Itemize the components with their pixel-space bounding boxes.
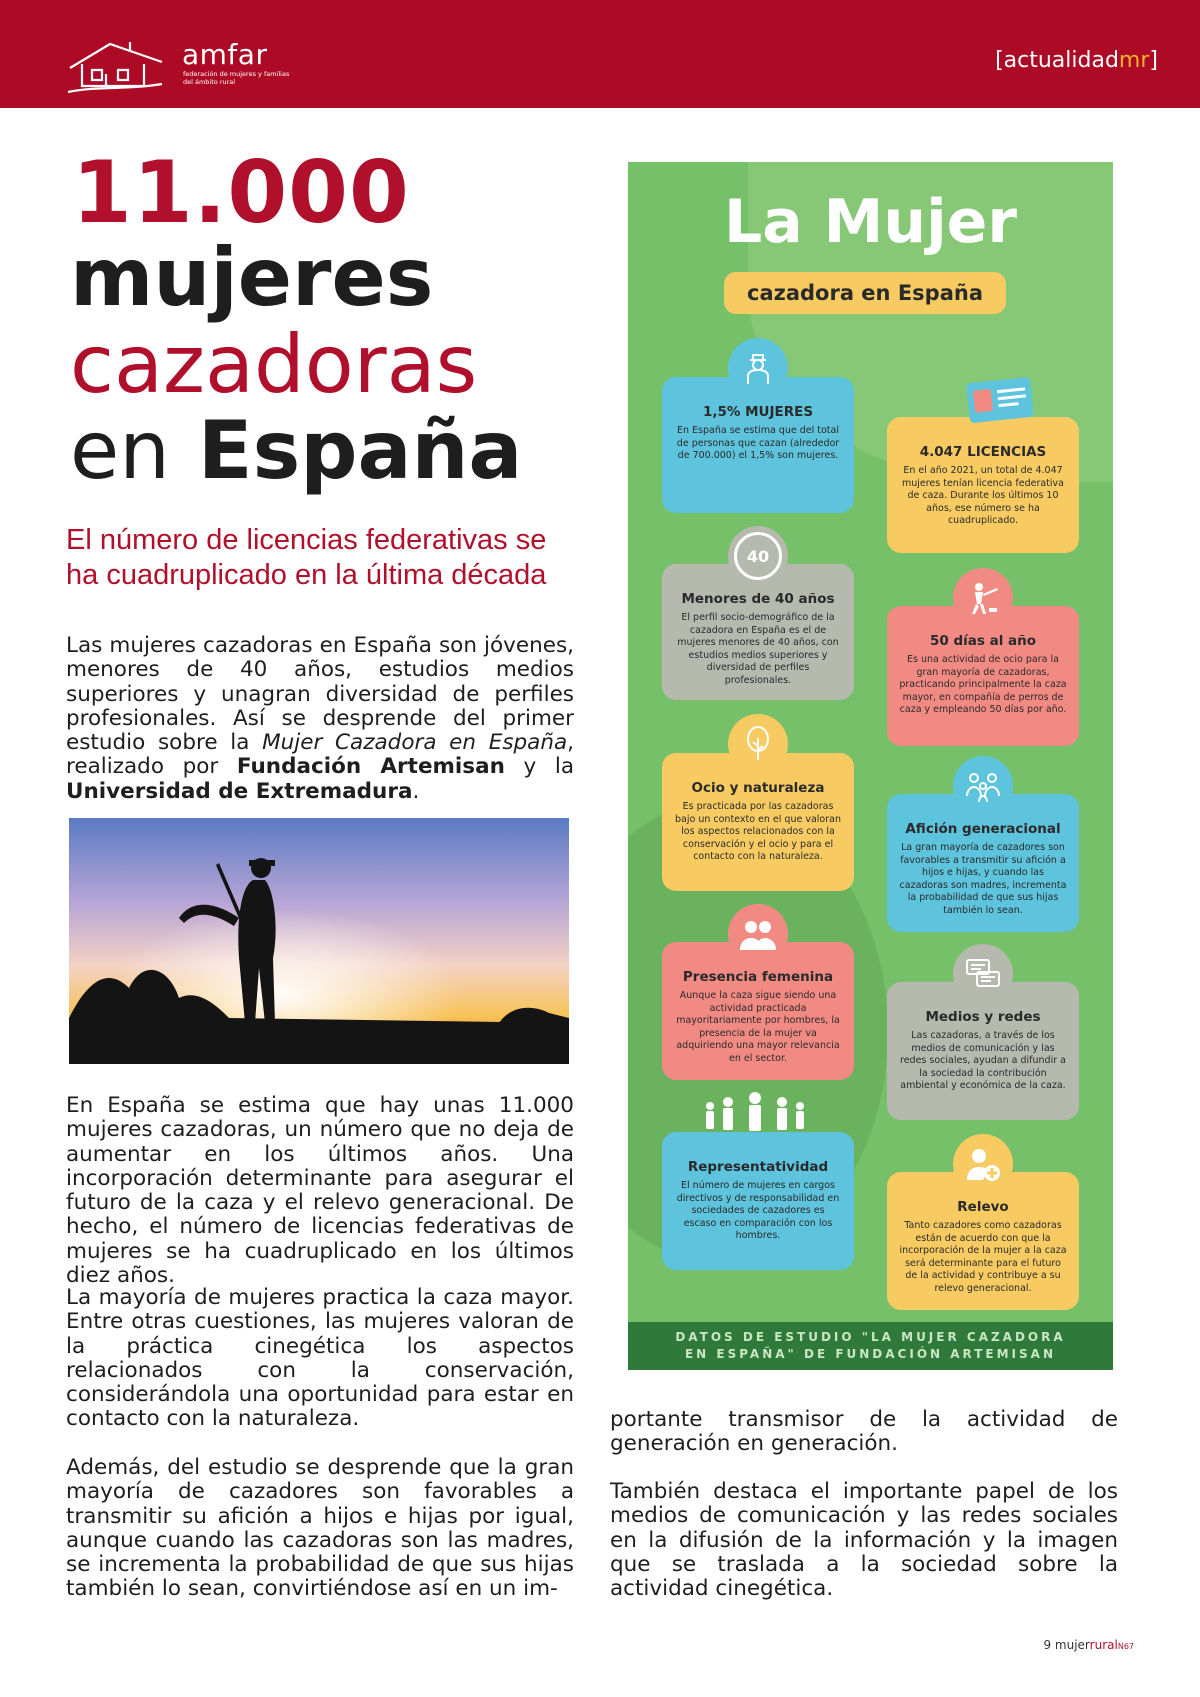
infographic-title: La Mujer: [724, 187, 1017, 257]
card-body: En el año 2021, un total de 4.047 mujeres tenían licencia federativa de caza. Durante los últimos 10 años, ese número se ha cuadruplicado.: [901, 465, 1065, 526]
card-title: 4.047 LICENCIAS: [919, 444, 1047, 460]
card-representatividad: [662, 1132, 854, 1270]
headline-line-2: mujeres: [70, 231, 434, 324]
infographic-subtitle: cazadora en España: [724, 272, 1006, 314]
card-body: Tanto cazadores como cazadoras están de acuerdo con que la incorporación de la mujer a la caza será determinante para el futuro de la actividad y contribuye a su relevo generacional.: [899, 1220, 1067, 1294]
logo-subtitle: federación de mujeres y familias del ámbito rural: [183, 70, 290, 86]
age-40-icon: 40: [728, 526, 788, 586]
card-body: La gran mayoría de cazadores son favorables a transmitir su afición a hijos e hijas, y cuando las cazadoras son madres, incrementa la probabilidad de que sus hijas también lo sean.: [899, 842, 1067, 916]
card-body: Aunque la caza sigue siendo una actividad practicada mayoritariamente por hombres, la presencia de la mujer va adquiriendo una mayor relevancia en el sector.: [676, 990, 840, 1064]
article-paragraph-4: Además, del estudio se desprende que la gran mayoría de cazadores son favorables a transmitir su afición a hijos e hijas por igual, aunque cuando las cazadoras son las madres, se incrementa la probabilidad de que sus hijas también lo sean, convirtiéndose así en un im-: [66, 1455, 574, 1602]
couple-icon: [728, 904, 788, 964]
card-body: El perfil socio-demográfico de la cazadora en España es el de mujeres menores de 40 años, con estudios medios superiores y diversidad de perfiles profesionales.: [677, 612, 839, 686]
infographic: [628, 162, 1113, 1370]
hunter-silhouette-photo: [69, 818, 569, 1064]
card-licencias: [887, 417, 1079, 553]
chat-bubbles-icon: [953, 944, 1013, 1004]
tree-icon: [728, 714, 788, 774]
card-body: En España se estima que del total de personas que cazan (alrededor de 700.000) el 1,5% son mujeres.: [676, 425, 840, 461]
card-body: El número de mujeres en cargos directivos y de responsabilidad en sociedades de cazadores es escaso en comparación con los hombres.: [676, 1180, 840, 1241]
card-title: Relevo: [957, 1199, 1009, 1215]
headline-line-4: en España: [70, 404, 523, 497]
house-logo-icon: [66, 34, 166, 94]
article-paragraph-5: portante transmisor de la actividad de generación en generación.: [610, 1407, 1118, 1457]
card-body: Es una actividad de ocio para la gran mayoría de cazadoras, practicando principalmente la caza mayor, en compañía de perros de caza y empleando 50 días por año.: [899, 654, 1067, 715]
card-title: Medios y redes: [925, 1009, 1041, 1025]
card-title: Afición generacional: [905, 821, 1061, 837]
hunter-dog-icon: [953, 568, 1013, 628]
card-title: Ocio y naturaleza: [691, 780, 825, 796]
card-title: Representatividad: [687, 1159, 829, 1175]
card-title: Menores de 40 años: [681, 591, 835, 607]
header-bar: [0, 0, 1200, 108]
license-card-icon: [966, 377, 1034, 423]
article-paragraph-3: La mayoría de mujeres practica la caza mayor. Entre otras cuestiones, las mujeres valoran de la práctica cinegética los aspectos relacionados con la conservación, considerándola una oportunidad para estar en contacto con la naturaleza.: [66, 1285, 574, 1432]
card-title: 50 días al año: [929, 633, 1037, 649]
card-body: Las cazadoras, a través de los medios de comunicación y las redes sociales, ayudan a difundir a la sociedad la contribución ambiental y económica de la caza.: [900, 1030, 1066, 1091]
article-paragraph-6: También destaca el importante papel de los medios de comunicación y las redes sociales en la difusión de la información y la imagen que se traslada a la sociedad sobre la actividad cinegética.: [610, 1479, 1118, 1602]
headline-number: 11.000: [72, 143, 410, 243]
article-subtitle: El número de licencias federativas se ha cuadruplicado en la última década: [66, 524, 547, 591]
family-icon: [953, 756, 1013, 816]
article-paragraph-2: En España se estima que hay unas 11.000 mujeres cazadoras, un número que no deja de aumentar en los últimos años. Una incorporación determinante para asegurar el futuro de la caza y el relevo generacional. De hecho, el número de licencias federativas de mujeres se ha cuadruplicado en los últimos diez años.: [66, 1093, 574, 1289]
infographic-footer: DATOS DE ESTUDIO "LA MUJER CAZADORA EN ESPAÑA" DE FUNDACIÓN ARTEMISAN: [628, 1322, 1113, 1370]
headline-line-3: cazadoras: [70, 318, 478, 411]
page-footer: 9 mujerruralN67: [1043, 1638, 1134, 1652]
card-title: Presencia femenina: [682, 969, 834, 985]
article-paragraph-1: Las mujeres cazadoras en España son jóvenes, menores de 40 años, estudios medios superiores y unagran diversidad de perfiles profesionales. Así se desprende del primer estudio sobre la Mujer Cazadora en España, realizado por Fundación Artemisan y la Universidad de Extremadura.: [66, 633, 574, 804]
section-tag: [actualidadmr]: [995, 48, 1158, 73]
logo-name: amfar: [182, 38, 268, 71]
card-body: Es practicada por las cazadoras bajo un contexto en el que valoran los aspectos relacionados con la conservación y el ocio y para el contacto con la naturaleza.: [675, 801, 841, 862]
group-people-icon: [700, 1092, 810, 1136]
add-person-icon: [953, 1134, 1013, 1194]
hunter-woman-icon: [728, 338, 788, 398]
card-title: 1,5% MUJERES: [702, 404, 814, 420]
